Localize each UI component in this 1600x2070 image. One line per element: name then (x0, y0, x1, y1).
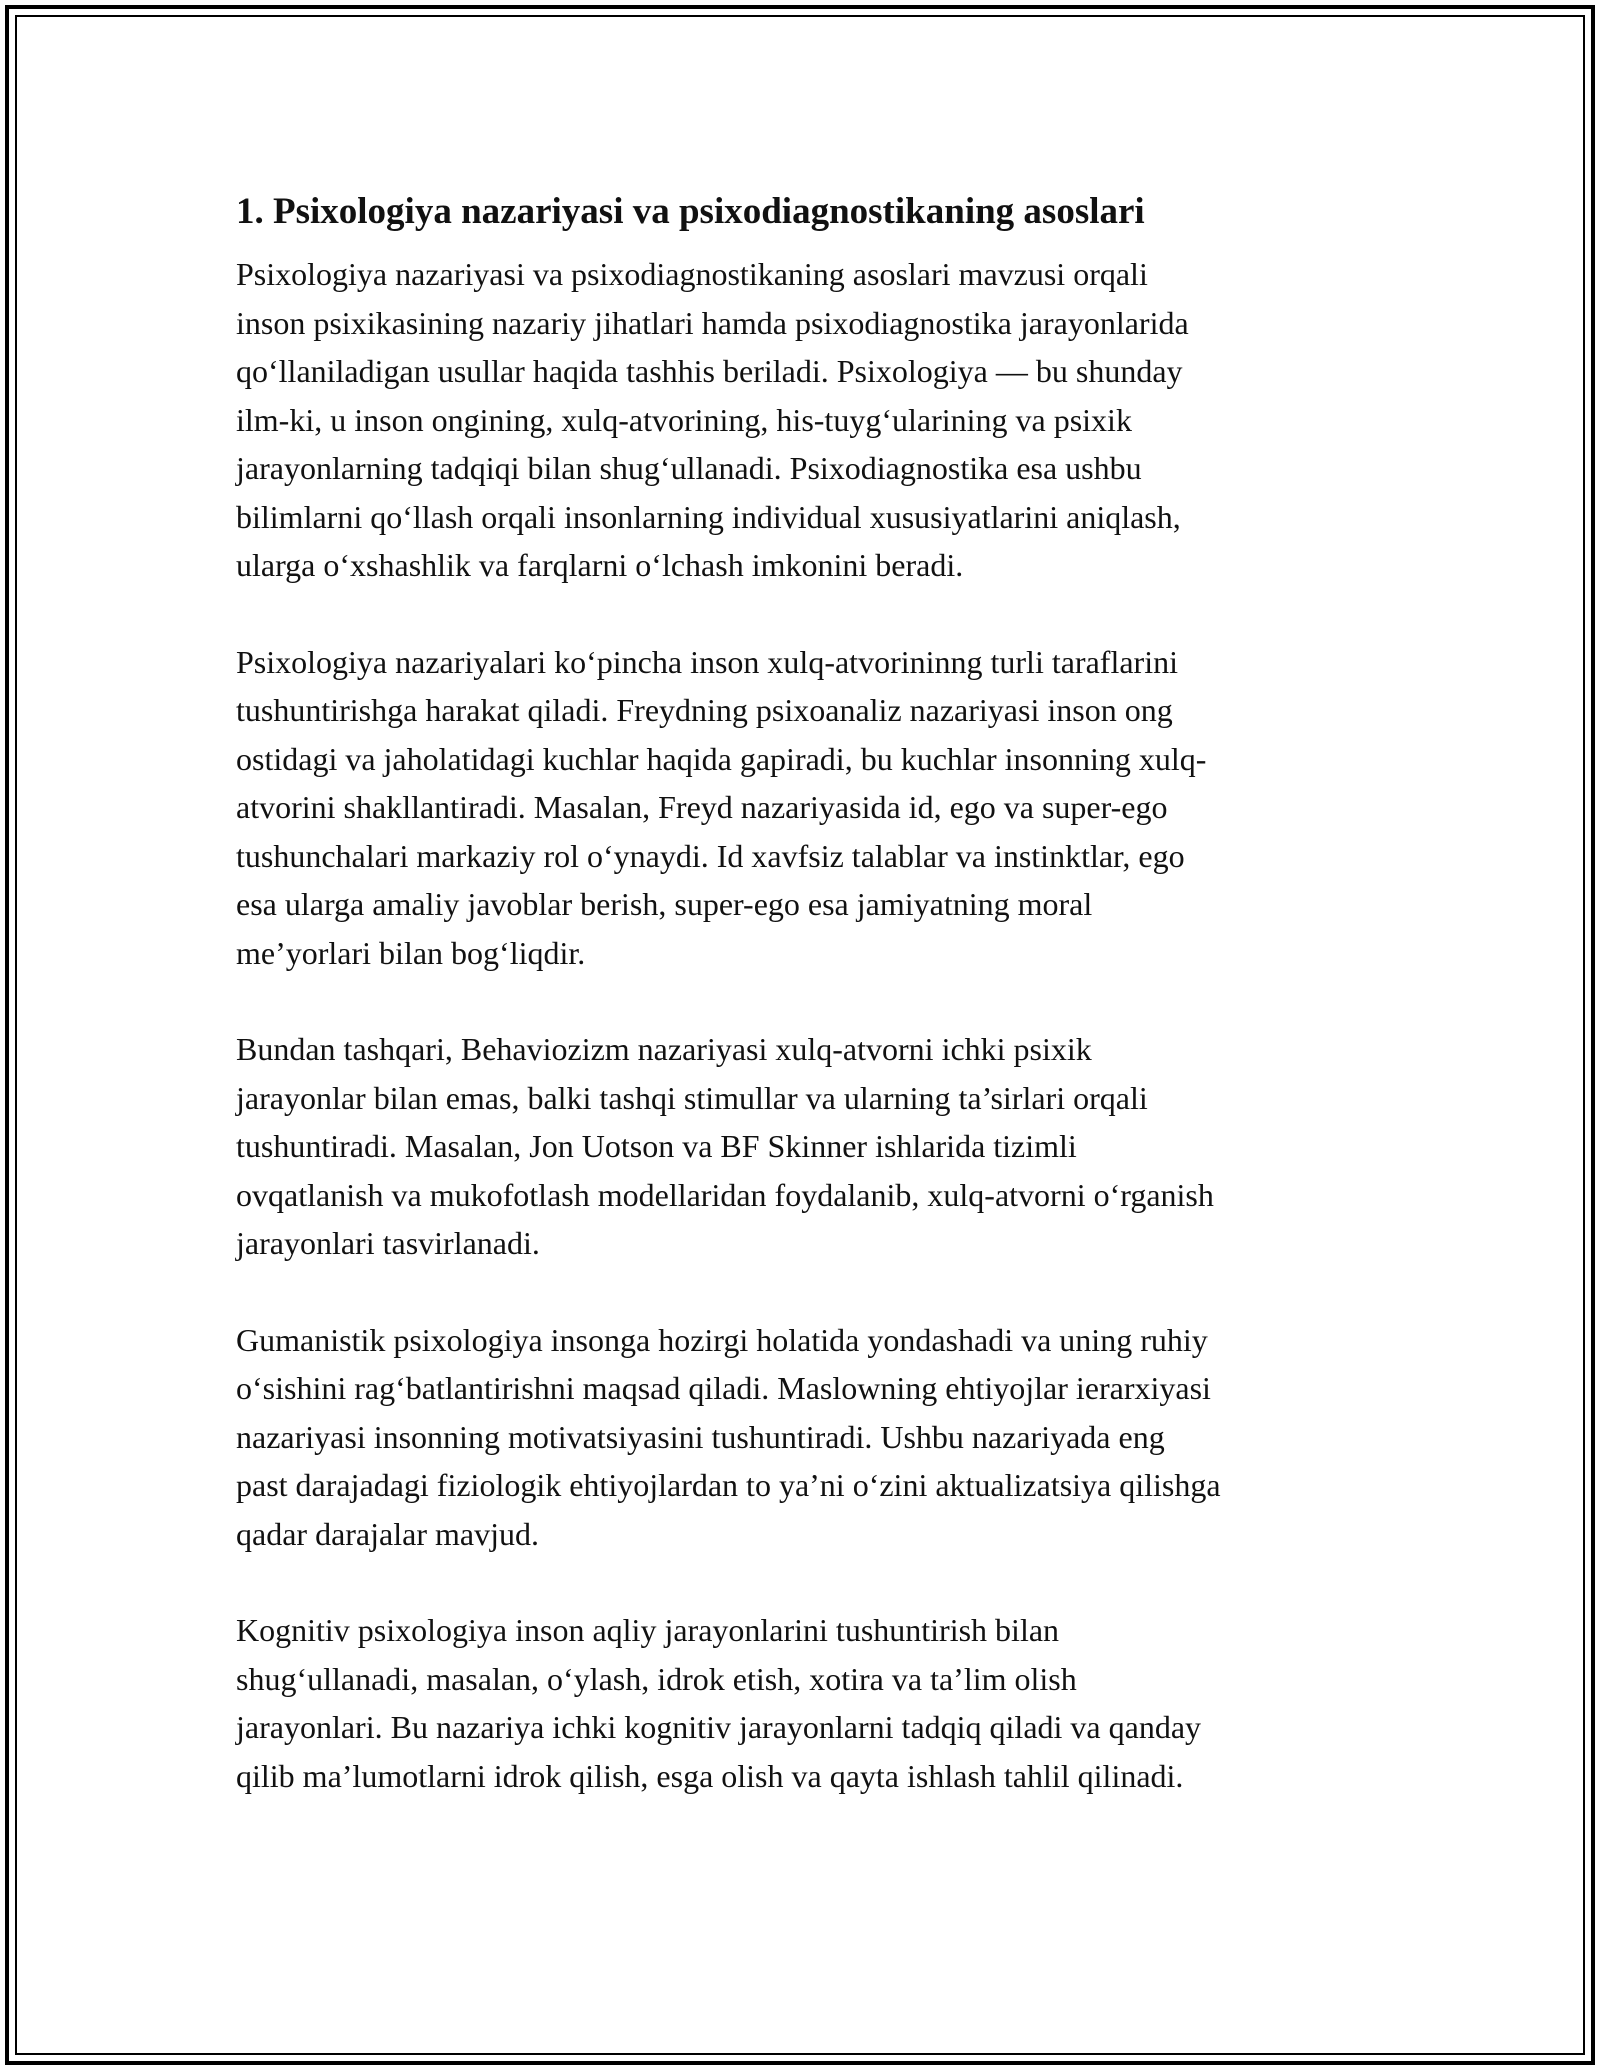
paragraph-line: qadar darajalar mavjud. (236, 1515, 539, 1552)
paragraph-line: tushunchalari markaziy rol o‘ynaydi. Id xavfsiz talablar va instinktlar, ego (236, 837, 1185, 874)
paragraph-line: bilimlarni qo‘llash orqali insonlarning individual xususiyatlarini aniqlash, (236, 498, 1181, 535)
paragraph (236, 1316, 1366, 1559)
paragraph-line: jarayonlar bilan emas, balki tashqi stimullar va ularning ta’sirlari orqali (236, 1079, 1148, 1116)
paragraph-line: me’yorlari bilan bog‘liqdir. (236, 934, 586, 971)
paragraph-line: qilib ma’lumotlarni idrok qilish, esga olish va qayta ishlash tahlil qilinadi. (236, 1757, 1184, 1794)
section-title: 1. Psixologiya nazariyasi va psixodiagnostikaning asoslari (236, 191, 1145, 232)
paragraph-line: jarayonlari. Bu nazariya ichki kognitiv jarayonlarni tadqiq qiladi va qanday (236, 1709, 1202, 1745)
paragraph-line: Psixologiya nazariyalari ko‘pincha inson xulq-atvorininng turli taraflarini (236, 643, 1178, 680)
paragraph-line: tushuntiradi. Masalan, Jon Uotson va BF Skinner ishlarida tizimli (236, 1128, 1077, 1164)
paragraph-line: jarayonlari tasvirlanadi. (236, 1225, 540, 1261)
paragraph (236, 250, 1366, 590)
document-body (236, 188, 1366, 1848)
paragraph-line: Gumanistik psixologiya insonga hozirgi holatida yondashadi va uning ruhiy (236, 1321, 1208, 1358)
paragraph-line: nazariyasi insonning motivatsiyasini tushuntiradi. Ushbu nazariyada eng (236, 1418, 1165, 1455)
paragraph-line: tushuntirishga harakat qiladi. Freydning psixoanaliz nazariyasi inson ong (236, 692, 1173, 728)
paragraph-line: Kognitiv psixologiya inson aqliy jarayonlarini tushuntirish bilan (236, 1612, 1060, 1648)
paragraph-line: Bundan tashqari, Behaviozizm nazariyasi xulq-atvorni ichki psixik (236, 1031, 1092, 1067)
paragraph-line: jarayonlarning tadqiqi bilan shug‘ullanadi. Psixodiagnostika esa ushbu (236, 450, 1142, 486)
paragraph-line: Psixologiya nazariyasi va psixodiagnostikaning asoslari mavzusi orqali (236, 256, 1148, 292)
paragraph-line: qo‘llaniladigan usullar haqida tashhis beriladi. Psixologiya — bu shunday (236, 353, 1183, 389)
paragraph-line: ovqatlanish va mukofotlash modellaridan foydalanib, xulq-atvorni o‘rganish (236, 1176, 1214, 1213)
paragraph (236, 1606, 1366, 1800)
paragraph-line: inson psixikasining nazariy jihatlari hamda psixodiagnostika jarayonlarida (236, 304, 1189, 341)
paragraph-list (236, 250, 1366, 1800)
paragraph-line: o‘sishini rag‘batlantirishni maqsad qiladi. Maslowning ehtiyojlar ierarxiyasi (236, 1370, 1211, 1406)
paragraph (236, 1025, 1366, 1268)
paragraph (236, 638, 1366, 978)
paragraph-line: shug‘ullanadi, masalan, o‘ylash, idrok etish, xotira va ta’lim olish (236, 1660, 1077, 1697)
paragraph-line: ilm-ki, u inson ongining, xulq-atvorining, his-tuyg‘ularining va psixik (236, 401, 1132, 438)
paragraph-line: esa ularga amaliy javoblar berish, super-ego esa jamiyatning moral (236, 886, 1093, 922)
paragraph-line: atvorini shakllantiradi. Masalan, Freyd nazariyasida id, ego va super-ego (236, 789, 1168, 825)
paragraph-line: ularga o‘xshashlik va farqlarni o‘lchash imkonini beradi. (236, 547, 964, 583)
paragraph-line: past darajadagi fiziologik ehtiyojlardan to ya’ni o‘zini aktualizatsiya qilishga (236, 1467, 1221, 1503)
paragraph-line: ostidagi va jaholatidagi kuchlar haqida gapiradi, bu kuchlar insonning xulq- (236, 740, 1207, 777)
